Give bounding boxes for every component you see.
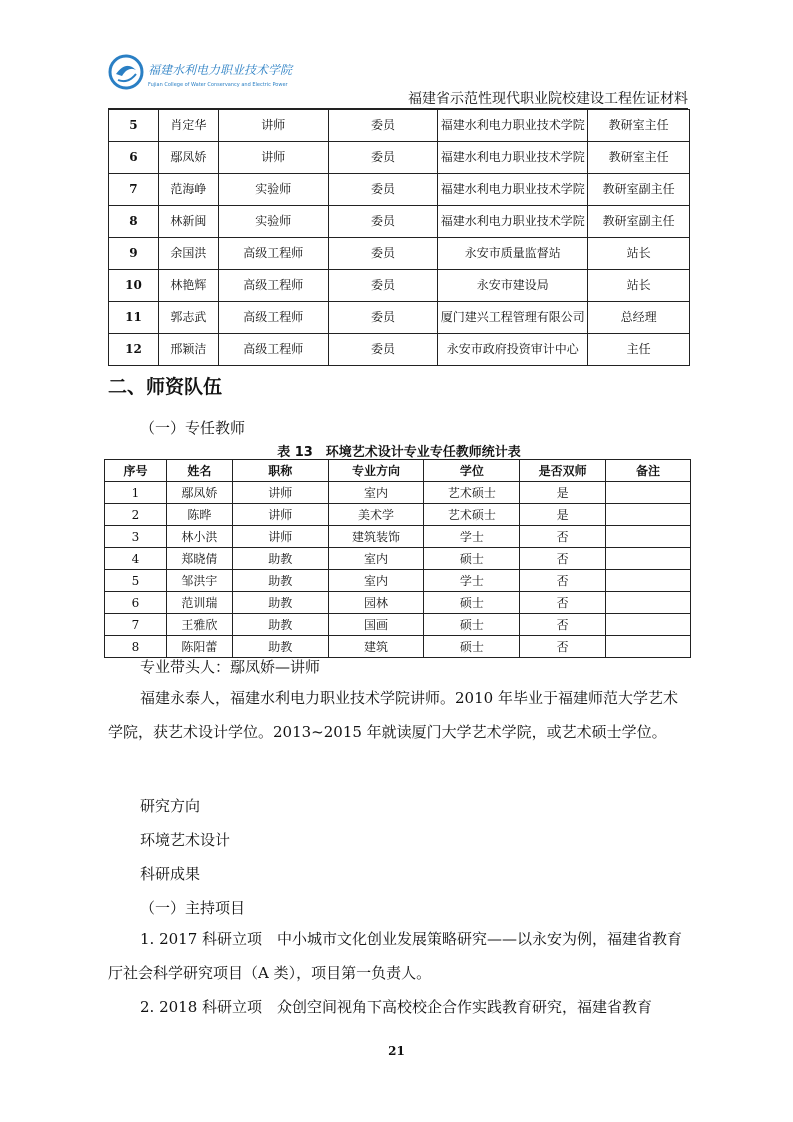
cell-degree: 艺术硕士 xyxy=(424,482,520,504)
cell-dual: 否 xyxy=(520,570,606,592)
project-item-2: 2. 2018 科研立项 众创空间视角下高校校企合作实践教育研究，福建省教育 xyxy=(140,998,653,1016)
header-cell: 是否双师 xyxy=(520,460,606,482)
cell-name: 余国洪 xyxy=(158,238,218,270)
cell-title: 助教 xyxy=(232,570,328,592)
cell-major: 美术学 xyxy=(328,504,424,526)
header-cell: 职称 xyxy=(232,460,328,482)
table-row xyxy=(105,614,691,636)
table-row xyxy=(105,504,691,526)
cell-position: 教研室主任 xyxy=(588,110,690,142)
cell-no: 12 xyxy=(109,334,159,366)
cell-name: 范训瑞 xyxy=(166,592,232,614)
cell-degree: 硕士 xyxy=(424,614,520,636)
cell-note xyxy=(606,482,691,504)
cell-org: 福建水利电力职业技术学院 xyxy=(438,142,588,174)
cell-degree: 学士 xyxy=(424,526,520,548)
cell-dual: 是 xyxy=(520,482,606,504)
table-row xyxy=(105,526,691,548)
table-row xyxy=(109,334,690,366)
cell-major: 室内 xyxy=(328,570,424,592)
cell-dual: 否 xyxy=(520,614,606,636)
cell-role: 委员 xyxy=(328,174,438,206)
cell-name: 林小洪 xyxy=(166,526,232,548)
cell-title: 讲师 xyxy=(232,482,328,504)
cell-dual: 否 xyxy=(520,592,606,614)
cell-major: 园林 xyxy=(328,592,424,614)
page-header xyxy=(108,52,688,108)
cell-org: 福建水利电力职业技术学院 xyxy=(438,174,588,206)
cell-title: 讲师 xyxy=(218,110,328,142)
cell-title: 高级工程师 xyxy=(218,238,328,270)
cell-position: 教研室主任 xyxy=(588,142,690,174)
table-row xyxy=(109,142,690,174)
cell-title: 实验师 xyxy=(218,206,328,238)
table-row xyxy=(105,592,691,614)
cell-major: 室内 xyxy=(328,548,424,570)
leader-line: 专业带头人：鄢凤娇—讲师 xyxy=(140,658,321,676)
cell-dual: 否 xyxy=(520,526,606,548)
cell-no: 7 xyxy=(105,614,167,636)
table-row xyxy=(109,270,690,302)
cell-position: 站长 xyxy=(588,238,690,270)
cell-org: 厦门建兴工程管理有限公司 xyxy=(438,302,588,334)
table-row xyxy=(105,482,691,504)
table-header-row xyxy=(105,460,691,482)
cell-title: 讲师 xyxy=(232,526,328,548)
cell-org: 福建水利电力职业技术学院 xyxy=(438,110,588,142)
cell-note xyxy=(606,570,691,592)
table-row xyxy=(105,636,691,658)
cell-name: 林新闽 xyxy=(158,206,218,238)
cell-dual: 否 xyxy=(520,548,606,570)
header-cell: 学位 xyxy=(424,460,520,482)
page-number: 21 xyxy=(388,1044,405,1058)
committee-table xyxy=(108,109,690,366)
cell-dual: 是 xyxy=(520,504,606,526)
logo-text: 福建水利电力职业技术学院 xyxy=(148,63,293,77)
cell-no: 9 xyxy=(109,238,159,270)
cell-role: 委员 xyxy=(328,270,438,302)
cell-name: 郑晓倩 xyxy=(166,548,232,570)
cell-major: 室内 xyxy=(328,482,424,504)
cell-role: 委员 xyxy=(328,334,438,366)
cell-degree: 学士 xyxy=(424,570,520,592)
cell-role: 委员 xyxy=(328,110,438,142)
cell-no: 8 xyxy=(105,636,167,658)
cell-name: 鄢凤娇 xyxy=(158,142,218,174)
cell-position: 总经理 xyxy=(588,302,690,334)
cell-note xyxy=(606,504,691,526)
sub-title: （一）专任教师 xyxy=(140,419,246,437)
cell-no: 3 xyxy=(105,526,167,548)
research-field: 环境艺术设计 xyxy=(140,831,231,849)
cell-no: 10 xyxy=(109,270,159,302)
cell-degree: 硕士 xyxy=(424,636,520,658)
cell-no: 6 xyxy=(109,142,159,174)
cell-position: 站长 xyxy=(588,270,690,302)
cell-degree: 硕士 xyxy=(424,592,520,614)
cell-no: 4 xyxy=(105,548,167,570)
cell-name: 郭志武 xyxy=(158,302,218,334)
logo-subtext: Fujian College of Water Conservancy and Electric Power xyxy=(148,82,288,88)
header-cell: 姓名 xyxy=(166,460,232,482)
cell-org: 永安市质量监督站 xyxy=(438,238,588,270)
cell-title: 讲师 xyxy=(232,504,328,526)
cell-major: 国画 xyxy=(328,614,424,636)
table-caption: 表 13 环境艺术设计专业专任教师统计表 xyxy=(277,445,521,460)
cell-note xyxy=(606,526,691,548)
header-cell: 专业方向 xyxy=(328,460,424,482)
cell-no: 5 xyxy=(109,110,159,142)
cell-major: 建筑 xyxy=(328,636,424,658)
cell-no: 11 xyxy=(109,302,159,334)
cell-degree: 硕士 xyxy=(424,548,520,570)
table-row xyxy=(109,206,690,238)
cell-org: 永安市政府投资审计中心 xyxy=(438,334,588,366)
cell-title: 高级工程师 xyxy=(218,270,328,302)
cell-name: 肖定华 xyxy=(158,110,218,142)
project-item-1: 1. 2017 科研立项 中小城市文化创业发展策略研究——以永安为例，福建省教育厅社会科学研究项目（A 类），项目第一负责人。 xyxy=(108,930,683,982)
projects-heading: （一）主持项目 xyxy=(140,899,246,917)
cell-name: 林艳辉 xyxy=(158,270,218,302)
table-row xyxy=(105,548,691,570)
cell-role: 委员 xyxy=(328,302,438,334)
table-row xyxy=(109,110,690,142)
cell-note xyxy=(606,592,691,614)
cell-major: 建筑装饰 xyxy=(328,526,424,548)
cell-org: 福建水利电力职业技术学院 xyxy=(438,206,588,238)
cell-note xyxy=(606,548,691,570)
cell-no: 7 xyxy=(109,174,159,206)
cell-name: 邹洪宇 xyxy=(166,570,232,592)
cell-title: 助教 xyxy=(232,614,328,636)
cell-note xyxy=(606,636,691,658)
cell-org: 永安市建设局 xyxy=(438,270,588,302)
teacher-table xyxy=(104,459,691,658)
cell-title: 讲师 xyxy=(218,142,328,174)
cell-title: 高级工程师 xyxy=(218,302,328,334)
cell-role: 委员 xyxy=(328,206,438,238)
cell-role: 委员 xyxy=(328,238,438,270)
cell-name: 鄢凤娇 xyxy=(166,482,232,504)
cell-no: 8 xyxy=(109,206,159,238)
cell-position: 主任 xyxy=(588,334,690,366)
cell-role: 委员 xyxy=(328,142,438,174)
cell-name: 王雅欣 xyxy=(166,614,232,636)
cell-dual: 否 xyxy=(520,636,606,658)
table-row xyxy=(109,238,690,270)
cell-no: 2 xyxy=(105,504,167,526)
cell-degree: 艺术硕士 xyxy=(424,504,520,526)
section-title: 二、师资队伍 xyxy=(108,376,223,398)
cell-title: 助教 xyxy=(232,548,328,570)
cell-title: 实验师 xyxy=(218,174,328,206)
table-row xyxy=(109,302,690,334)
header-cell: 备注 xyxy=(606,460,691,482)
research-heading: 研究方向 xyxy=(140,797,201,815)
cell-name: 陈阳蕾 xyxy=(166,636,232,658)
table-row xyxy=(109,174,690,206)
results-heading: 科研成果 xyxy=(140,865,201,883)
header-cell: 序号 xyxy=(105,460,167,482)
header-title: 福建省示范性现代职业院校建设工程佐证材料 xyxy=(408,91,688,107)
cell-no: 6 xyxy=(105,592,167,614)
cell-position: 教研室副主任 xyxy=(588,206,690,238)
cell-note xyxy=(606,614,691,636)
cell-title: 助教 xyxy=(232,636,328,658)
cell-title: 助教 xyxy=(232,592,328,614)
cell-name: 邢颖洁 xyxy=(158,334,218,366)
cell-no: 1 xyxy=(105,482,167,504)
cell-title: 高级工程师 xyxy=(218,334,328,366)
cell-name: 陈晔 xyxy=(166,504,232,526)
table-row xyxy=(105,570,691,592)
cell-position: 教研室副主任 xyxy=(588,174,690,206)
bio-paragraph: 福建永泰人，福建水利电力职业技术学院讲师。2010 年毕业于福建师范大学艺术学院，获艺术设计学位。2013~2015 年就读厦门大学艺术学院，或艺术硕士学位。 xyxy=(108,689,678,741)
cell-no: 5 xyxy=(105,570,167,592)
college-logo xyxy=(108,52,298,92)
cell-name: 范海峥 xyxy=(158,174,218,206)
